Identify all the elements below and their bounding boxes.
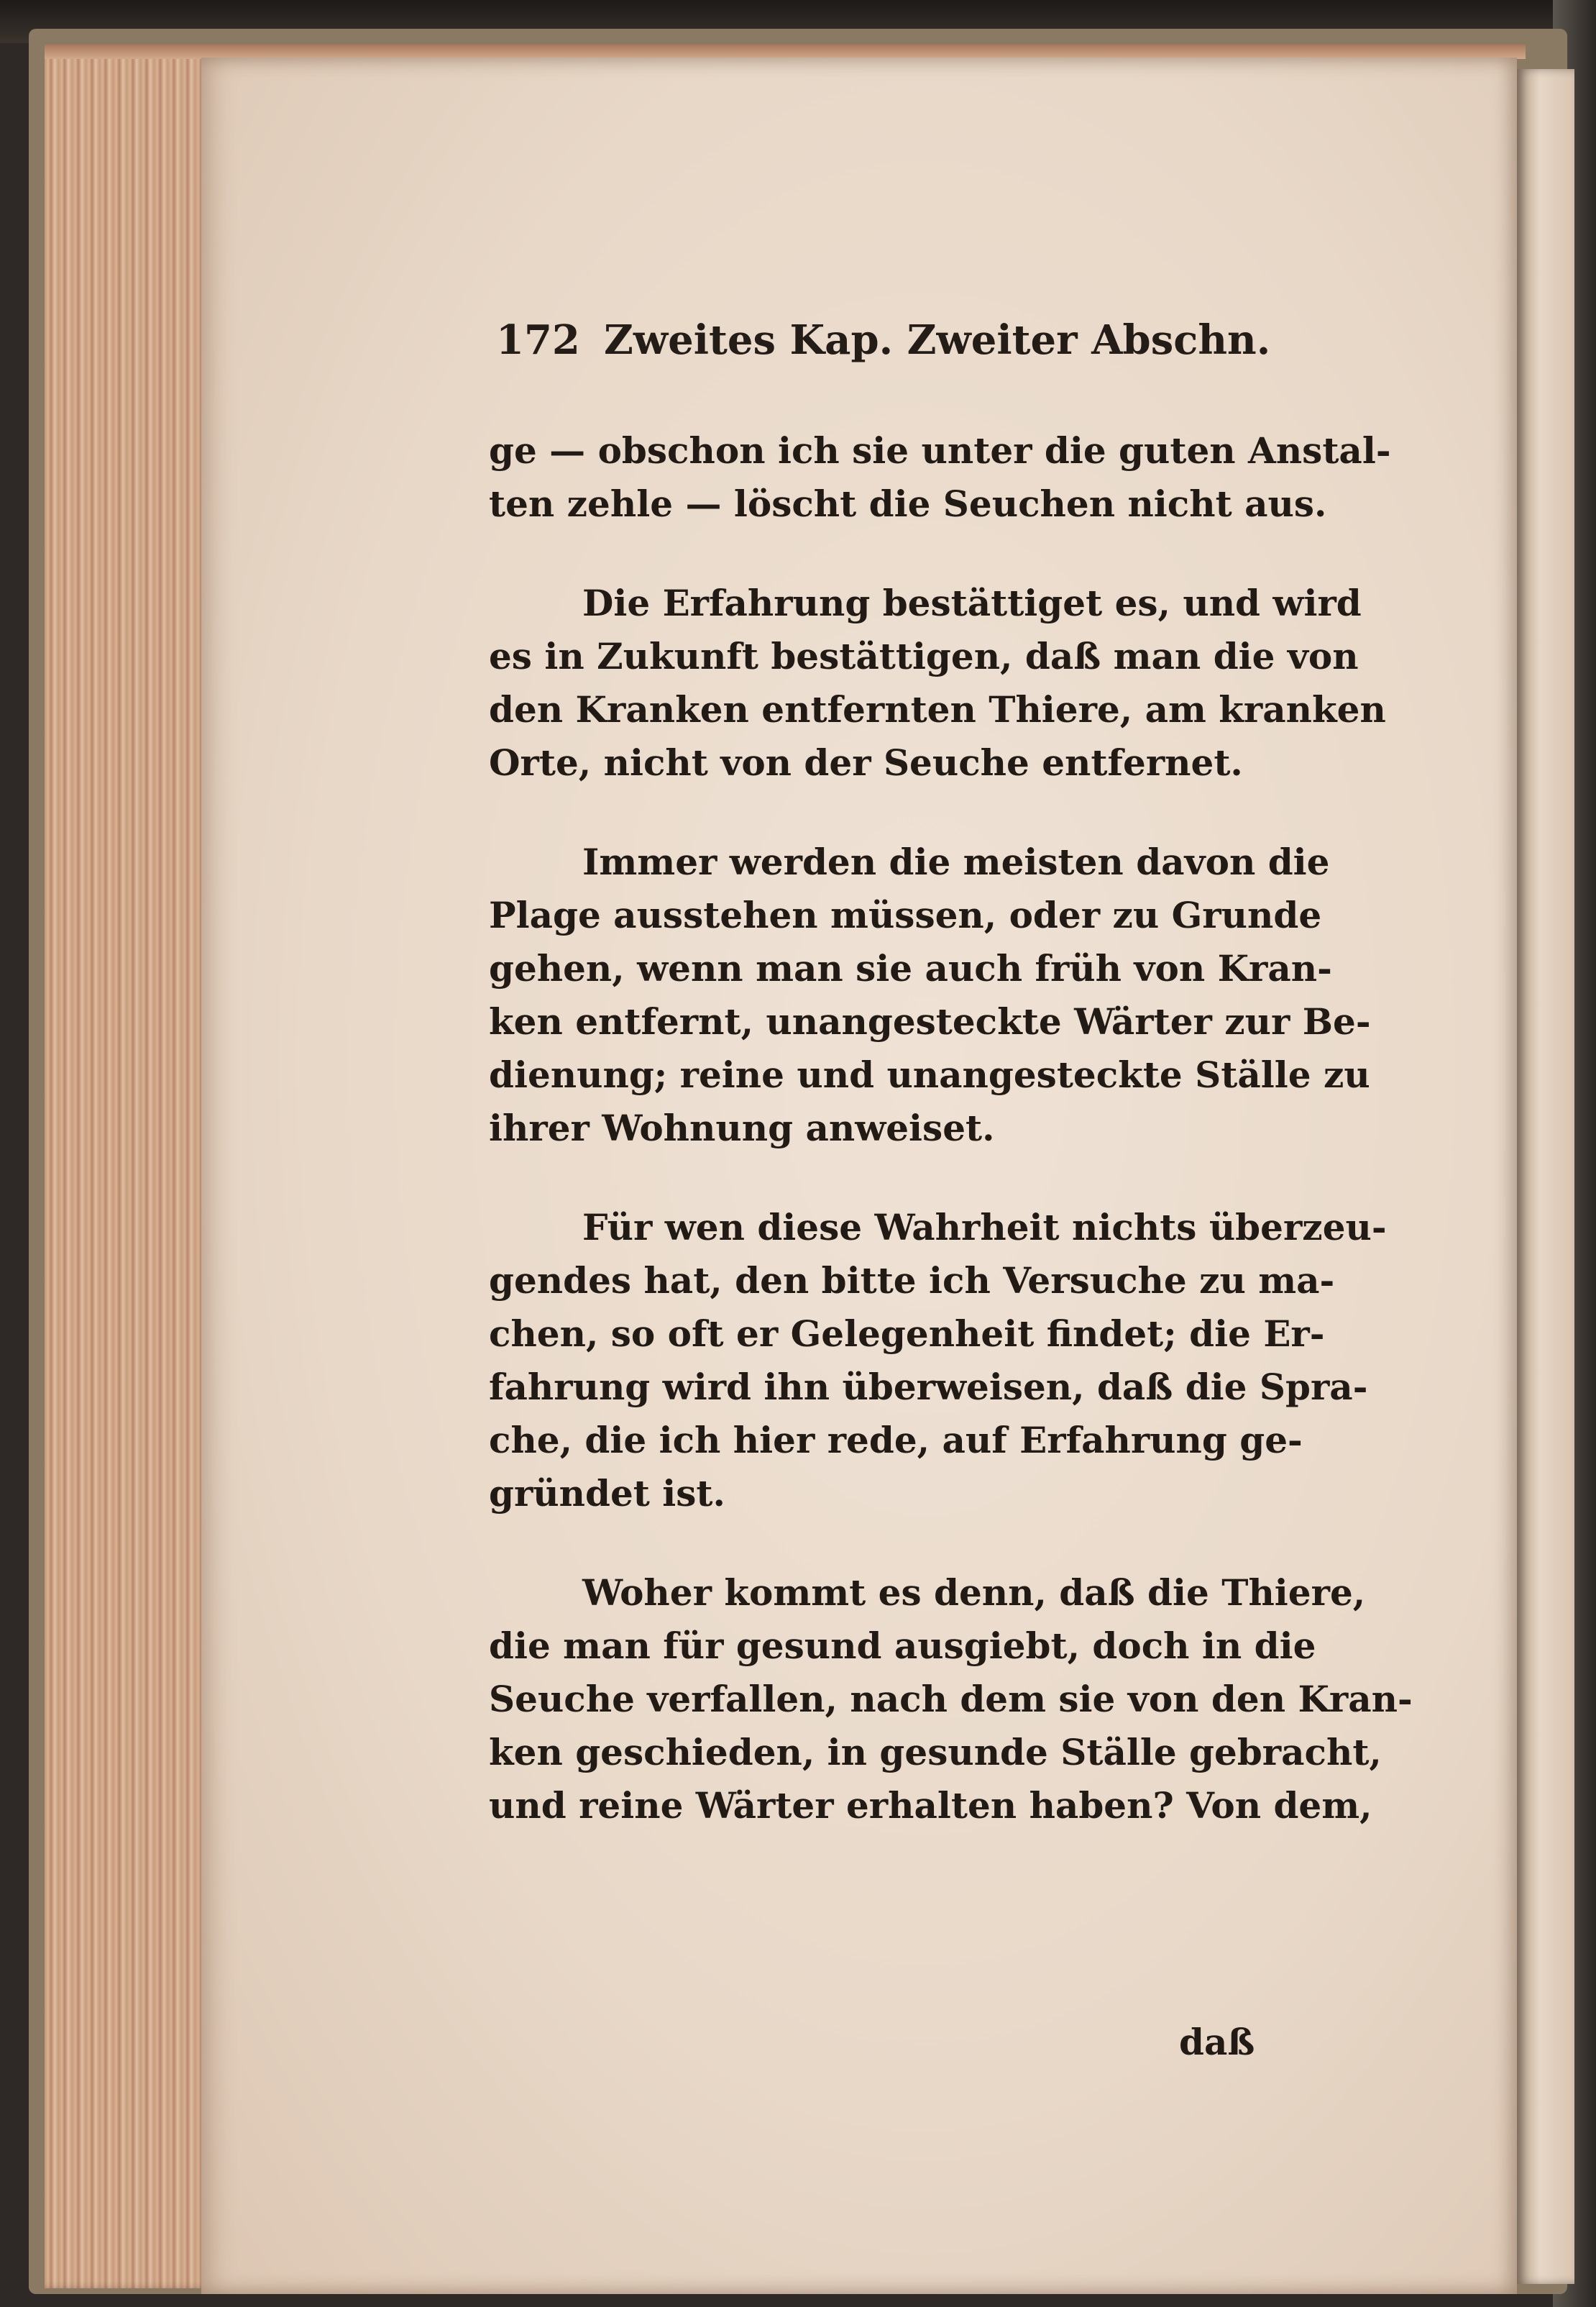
- facing-page: [1517, 69, 1574, 2284]
- paragraph-2: [489, 577, 1386, 790]
- text-line: chen, so oft er Gelegenheit findet; die Er-: [489, 1312, 1325, 1355]
- paragraph-3: [489, 836, 1371, 1155]
- text-line: dienung; reine und unangesteckte Ställe zu: [489, 1054, 1370, 1096]
- text-line: che, die ich hier rede, auf Erfahrung ge-: [489, 1419, 1303, 1461]
- paragraph-1: [489, 424, 1391, 531]
- running-head: Zweites Kap. Zweiter Abschn.: [604, 316, 1271, 364]
- text-line: Seuche verfallen, nach dem sie von den Kran-: [489, 1678, 1413, 1720]
- text-line: gründet ist.: [489, 1472, 725, 1515]
- paragraph-5: [489, 1566, 1413, 1832]
- catchword: daß: [1179, 2021, 1255, 2063]
- page-edges: [45, 45, 210, 2288]
- page-edges-top: [45, 45, 1526, 59]
- text-line: den Kranken entfernten Thiere, am kranken: [489, 688, 1386, 731]
- paragraph-4: [489, 1201, 1387, 1520]
- text-line: ken geschieden, in gesunde Ställe gebracht,: [489, 1731, 1382, 1773]
- text-line: Immer werden die meisten davon die: [582, 841, 1330, 883]
- text-line: Für wen diese Wahrheit nichts überzeu-: [582, 1206, 1387, 1248]
- text-line: ten zehle — löscht die Seuchen nicht aus.: [489, 483, 1327, 525]
- text-line: ihrer Wohnung anweiset.: [489, 1107, 995, 1149]
- text-line: ken entfernt, unangesteckte Wärter zur Be-: [489, 1000, 1371, 1043]
- text-line: gendes hat, den bitte ich Versuche zu ma-: [489, 1259, 1335, 1302]
- text-line: die man für gesund ausgiebt, doch in die: [489, 1625, 1316, 1667]
- text-line: und reine Wärter erhalten haben? Von dem,: [489, 1784, 1372, 1827]
- text-line: fahrung wird ihn überweisen, daß die Spra-: [489, 1366, 1368, 1408]
- page-number: 172: [496, 316, 580, 364]
- text-line: gehen, wenn man sie auch früh von Kran-: [489, 947, 1332, 990]
- body-text: [489, 424, 1413, 1832]
- page-header: [496, 316, 1271, 381]
- text-line: es in Zukunft bestättigen, daß man die von: [489, 635, 1359, 677]
- text-line: Plage ausstehen müssen, oder zu Grunde: [489, 894, 1322, 936]
- text-line: Woher kommt es denn, daß die Thiere,: [582, 1571, 1366, 1614]
- text-line: ge — obschon ich sie unter die guten Anstal-: [489, 429, 1391, 472]
- text-line: Die Erfahrung bestättiget es, und wird: [582, 582, 1362, 624]
- text-line: Orte, nicht von der Seuche entfernet.: [489, 741, 1243, 784]
